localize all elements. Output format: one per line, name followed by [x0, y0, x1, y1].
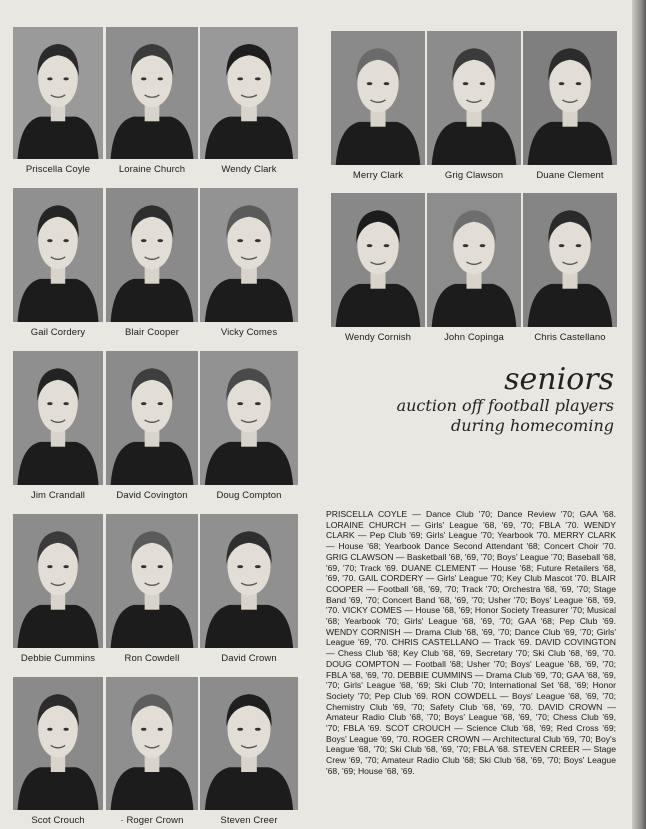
senior-portrait [200, 188, 298, 322]
senior-portrait [200, 677, 298, 810]
senior-name-caption: Wendy Cornish [344, 332, 412, 343]
senior-name-caption: Chris Castellano [534, 332, 606, 343]
senior-name-caption: Vicky Comes [220, 327, 278, 338]
senior-portrait [13, 514, 103, 648]
senior-portrait [523, 31, 617, 165]
senior-portrait [523, 193, 617, 327]
portrait-silhouette [200, 188, 298, 322]
portrait-silhouette [200, 351, 298, 485]
senior-name-caption: Priscella Coyle [25, 164, 91, 175]
portrait-silhouette [331, 31, 425, 165]
senior-portrait [106, 351, 198, 485]
portrait-silhouette [427, 31, 521, 165]
section-heading [354, 364, 614, 436]
senior-name-caption: · Roger Crown [120, 815, 184, 826]
senior-name-caption: John Copinga [444, 332, 504, 343]
senior-portrait [106, 514, 198, 648]
senior-portrait [331, 193, 425, 327]
senior-portrait [427, 193, 521, 327]
portrait-silhouette [200, 27, 298, 159]
senior-name-caption: Blair Cooper [124, 327, 179, 338]
senior-name-caption: Debbie Cummins [20, 653, 96, 664]
senior-name-caption: Duane Clement [536, 170, 604, 181]
senior-portrait [13, 27, 103, 159]
portrait-silhouette [106, 188, 198, 322]
senior-portrait [13, 188, 103, 322]
heading-title: seniors [504, 362, 614, 397]
portrait-silhouette [523, 193, 617, 327]
senior-portrait [200, 514, 298, 648]
senior-portrait [331, 31, 425, 165]
portrait-silhouette [331, 193, 425, 327]
senior-portrait [13, 677, 103, 810]
senior-name-caption: Scot Crouch [31, 815, 85, 826]
page-edge-shadow [632, 0, 646, 829]
senior-portrait [427, 31, 521, 165]
portrait-silhouette [13, 514, 103, 648]
heading-line-2: during homecoming [451, 416, 614, 435]
portrait-silhouette [106, 27, 198, 159]
senior-portrait [13, 351, 103, 485]
senior-portrait [106, 188, 198, 322]
portrait-silhouette [523, 31, 617, 165]
senior-name-caption: Gail Cordery [30, 327, 86, 338]
senior-name-caption: Merry Clark [352, 170, 404, 181]
senior-name-caption: Steven Creer [220, 815, 278, 826]
senior-portrait [200, 27, 298, 159]
senior-name-caption: Loraine Church [118, 164, 186, 175]
portrait-silhouette [106, 514, 198, 648]
senior-portrait [106, 27, 198, 159]
portrait-silhouette [106, 351, 198, 485]
portrait-silhouette [13, 351, 103, 485]
portrait-silhouette [13, 27, 103, 159]
senior-name-caption: Ron Cowdell [124, 653, 180, 664]
portrait-silhouette [427, 193, 521, 327]
senior-name-caption: David Covington [116, 490, 188, 501]
portrait-silhouette [13, 188, 103, 322]
senior-name-caption: Grig Clawson [444, 170, 504, 181]
activities-text: PRISCELLA COYLE — Dance Club '70; Dance Review '70; GAA '68. LORAINE CHURCH — Girls' League '68, '69, '70; FBLA '70. WENDY CLARK — Pep Club '69; Girls' League '70; Yearbook '70. MERRY CLARK — House '68; Yearbook Dance Second Attendant '68; Concert Choir '70. GRIG CLAWSON — Basketball '68, '69, '70; Boys' League '70; Baseball '68, '69, '70; Track '69. DUANE CLEMENT — House '68; Future Retailers '68, '69, '70. GAIL CORDERY — Girls' League '70; Key Club Mascot '70. BLAIR COOPER — Football '68, '69, '70; Track '70; Orchestra '68, '69, '70; Stage Band '69, '70; Concert Band '68, '69, '70; Usher '70; Boys' League '68, '69, '70. VICKY COMES — House '68, '69; Honor Society Treasurer '70; Musical '68; Yearbook '70; Girls' League '68, '69, '70; GAA '68; Pep Club '69. WENDY CORNISH — Drama Club '68, '69, '70; Dance Club '69, '70; Girls' League '69, '70. CHRIS CASTELLANO — Track '69. DAVID COVINGTON — Chess Club '68; Key Club '68, '69, Secretary '70; Ski Club '68, '69, '70. DOUG COMPTON — Football '68; Usher '70; Boys' League '68, '69, '70; FBLA '68, '69, '70. DEBBIE CUMMINS — Drama Club '69, '70; GAA '68, '69, '70; Girls' League '68, '69; Ski Club '70; International Set '68, '69; Honor Society '70; Pep Club '69. RON COWDELL — Boys' League '68, '69, '70; Chemistry Club '69, '70; Safety Club '68, '69, '70. DAVID CROWN — Amateur Radio Club '68, '70; Boys' League '68, '69, '70; Chess Club '69, '70; FBLA '69. SCOT CROUCH — Science Club '68, '69; Red Cross '69; Boys' League '69, '70. ROGER CROWN — Architectural Club '69, '70; Boy's League '68, '70; Ski Club '68, '69, '70; FBLA '68. STEVEN CREER — Stage Crew '69, '70; Amateur Radio Club '68; Ski Club '68, '69, '70; Boys' League '68, '69; House '68, '69. [326, 509, 616, 776]
senior-name-caption: Jim Crandall [31, 490, 85, 501]
senior-portrait [200, 351, 298, 485]
senior-name-caption: David Crown [221, 653, 277, 664]
senior-name-caption: Doug Compton [216, 490, 282, 501]
portrait-silhouette [200, 677, 298, 810]
portrait-silhouette [13, 677, 103, 810]
senior-portrait [106, 677, 198, 810]
heading-line-1: auction off football players [396, 396, 614, 415]
portrait-silhouette [106, 677, 198, 810]
senior-name-caption: Wendy Clark [221, 164, 277, 175]
portrait-silhouette [200, 514, 298, 648]
